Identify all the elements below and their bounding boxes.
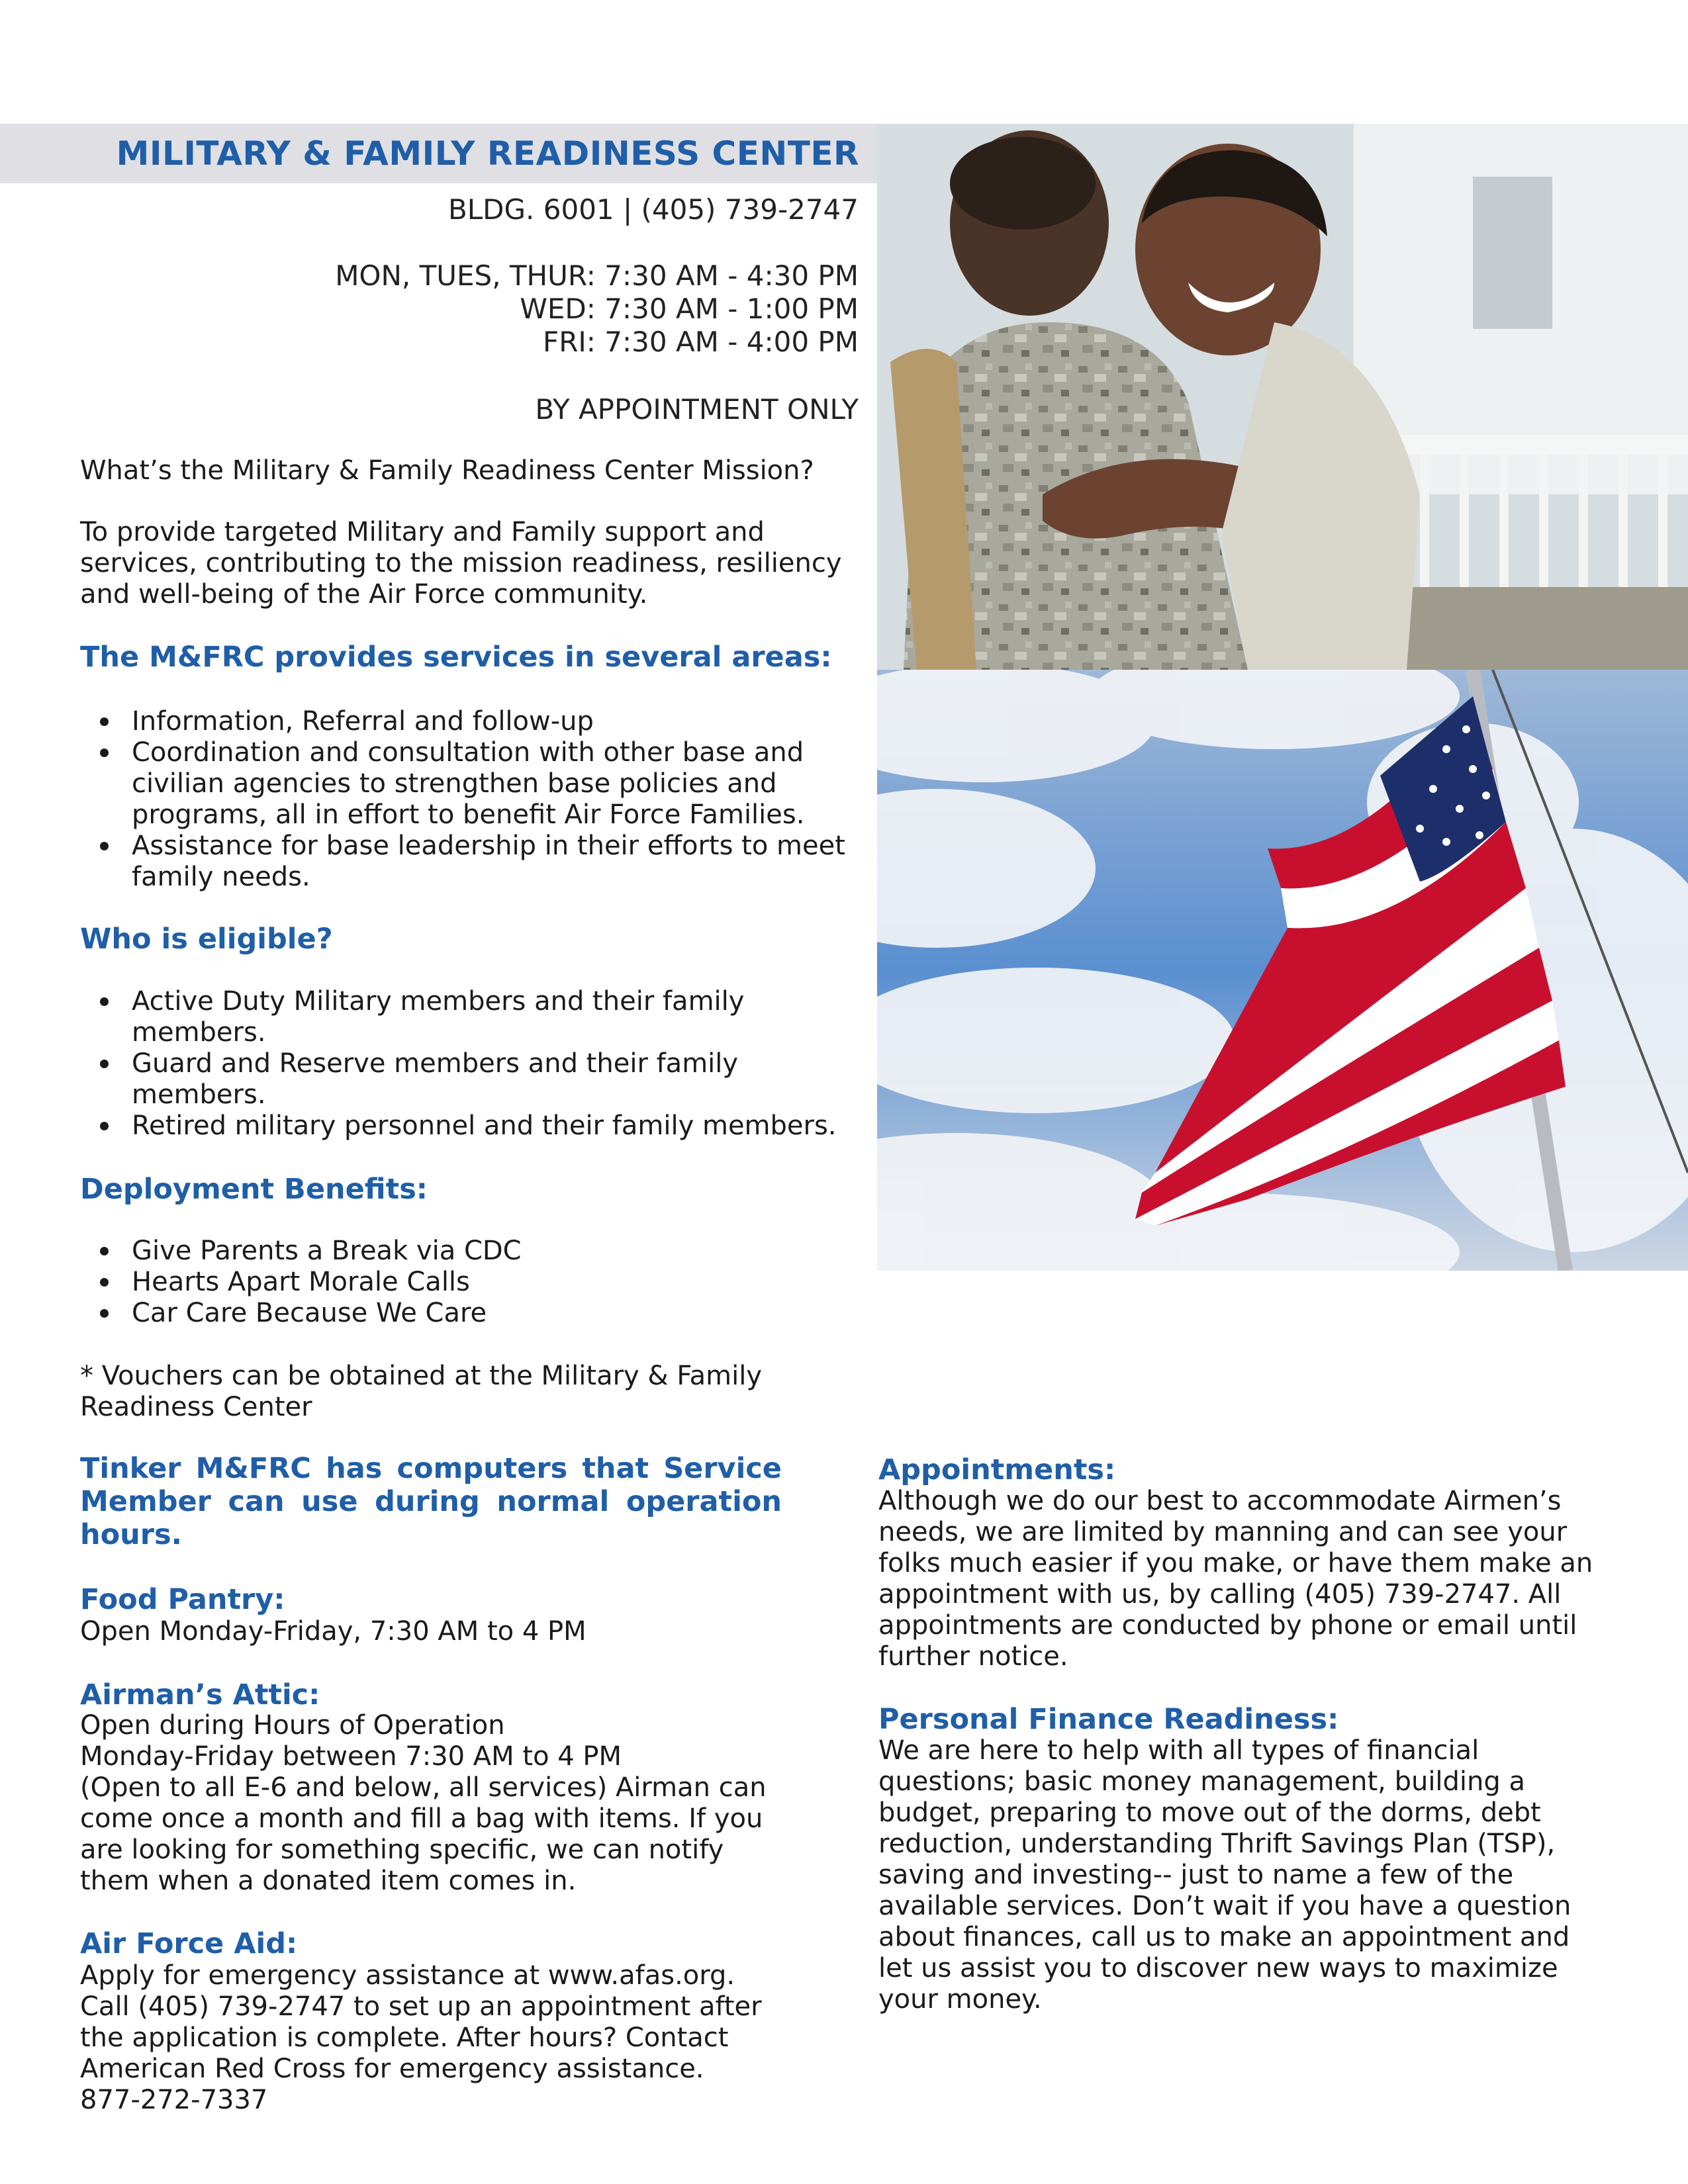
flag-photo-illustration — [877, 670, 1688, 1271]
text-line: your money. — [878, 1984, 1042, 2015]
text-line: budget, preparing to move out of the dorms, debt — [878, 1797, 1541, 1828]
list-item-text: members. — [132, 1079, 266, 1110]
text-line: them when a donated item comes in. — [80, 1866, 577, 1896]
hours-line-3: FRI: 7:30 AM - 4:00 PM — [543, 326, 859, 358]
text-line: Although we do our best to accommodate Airmen’s — [878, 1486, 1562, 1516]
finance-text — [878, 1735, 1571, 2015]
list-item-text: Retired military personnel and their family members. — [132, 1111, 837, 1141]
list-item — [80, 737, 845, 831]
word: hours. — [80, 1518, 182, 1551]
computers-line — [80, 1452, 782, 1485]
page-title: MILITARY & FAMILY READINESS CENTER — [116, 134, 859, 173]
word: can — [228, 1485, 285, 1518]
hours-line-1: MON, TUES, THUR: 7:30 AM - 4:30 PM — [335, 259, 859, 292]
word: has — [326, 1452, 383, 1485]
appointments-heading: Appointments: — [878, 1453, 1116, 1486]
computers-note — [80, 1452, 782, 1551]
hug-photo-illustration — [877, 124, 1688, 670]
voucher-note — [80, 1361, 762, 1423]
word: Tinker — [80, 1452, 181, 1485]
building-phone: BLDG. 6001 | (405) 739-2747 — [447, 193, 859, 226]
list-item-text: members. — [132, 1017, 266, 1048]
text-line: reduction, understanding Thrift Savings Plan (TSP), — [878, 1829, 1556, 1859]
text-line: Monday-Friday between 7:30 AM to 4 PM — [80, 1741, 622, 1772]
text-line: come once a month and fill a bag with items. If you — [80, 1803, 763, 1834]
word: use — [301, 1485, 358, 1518]
text-line: about finances, call us to make an appointment and — [878, 1922, 1570, 1952]
word: that — [582, 1452, 649, 1485]
list-item — [80, 1267, 522, 1298]
list-item-text: family needs. — [132, 862, 310, 892]
text-line: Open during Hours of Operation — [80, 1710, 505, 1741]
text-line: needs, we are limited by manning and can see your — [878, 1517, 1568, 1547]
text-line: American Red Cross for emergency assistance. — [80, 2054, 704, 2084]
mission-question: What’s the Military & Family Readiness Center Mission? — [80, 455, 814, 486]
deployment-list — [80, 1236, 522, 1329]
food-pantry-heading: Food Pantry: — [80, 1583, 285, 1616]
word: computers — [397, 1452, 568, 1485]
airmans-attic-text — [80, 1710, 767, 1897]
list-item-text: Information, Referral and follow-up — [132, 706, 594, 737]
computers-line — [80, 1485, 782, 1518]
list-item-text: Hearts Apart Morale Calls — [132, 1267, 470, 1297]
list-item — [80, 1298, 522, 1329]
text-line: the application is complete. After hours? Contact — [80, 2023, 729, 2053]
text-line: We are here to help with all types of financial — [878, 1735, 1479, 1766]
air-force-aid-heading: Air Force Aid: — [80, 1927, 298, 1960]
deployment-heading: Deployment Benefits: — [80, 1173, 428, 1206]
computers-line — [80, 1518, 782, 1551]
list-item-text: Car Care Because We Care — [132, 1298, 487, 1328]
text-line: (Open to all E-6 and below, all services) Airman can — [80, 1772, 767, 1803]
services-list — [80, 706, 845, 893]
list-item-text: Active Duty Military members and their family — [132, 986, 745, 1017]
mission-line: To provide targeted Military and Family support and — [80, 517, 765, 547]
text-line: Call (405) 739-2747 to set up an appointment after — [80, 1991, 762, 2022]
list-item-text: Assistance for base leadership in their efforts to meet — [132, 831, 845, 861]
list-item — [80, 831, 845, 893]
eligibility-heading: Who is eligible? — [80, 923, 333, 956]
word: normal — [496, 1485, 610, 1518]
photo-soldier-hugging-child — [877, 124, 1688, 670]
appointments-text — [878, 1486, 1593, 1672]
word: Service — [663, 1452, 782, 1485]
food-pantry-hours: Open Monday-Friday, 7:30 AM to 4 PM — [80, 1616, 586, 1647]
appointment-only-note: BY APPOINTMENT ONLY — [535, 393, 859, 426]
list-item-text: Guard and Reserve members and their family — [132, 1048, 739, 1079]
eligibility-list — [80, 986, 837, 1142]
mission-statement — [80, 517, 842, 610]
mission-line: and well-being of the Air Force community. — [80, 579, 648, 610]
list-item — [80, 1111, 837, 1142]
word: during — [375, 1485, 480, 1518]
list-item-text: civilian agencies to strengthen base policies and — [132, 768, 777, 799]
text-line: appointment with us, by calling (405) 739-2747. All — [878, 1579, 1562, 1610]
text-line: let us assist you to discover new ways to maximize — [878, 1953, 1558, 1983]
list-item-text: Coordination and consultation with other base and — [132, 737, 804, 768]
word: Member — [80, 1485, 211, 1518]
text-line: 877-272-7337 — [80, 2085, 268, 2115]
text-line: folks much easier if you make, or have them make an — [878, 1548, 1593, 1578]
voucher-line: * Vouchers can be obtained at the Military & Family — [80, 1361, 763, 1391]
airmans-attic-heading: Airman’s Attic: — [80, 1678, 320, 1711]
list-item — [80, 986, 837, 1048]
list-item-text: programs, all in effort to benefit Air Force Families. — [132, 799, 805, 830]
word: operation — [626, 1485, 782, 1518]
voucher-line: Readiness Center — [80, 1392, 312, 1422]
text-line: Apply for emergency assistance at www.afas.org. — [80, 1960, 735, 1991]
mission-line: services, contributing to the mission readiness, resiliency — [80, 548, 842, 578]
finance-heading: Personal Finance Readiness: — [878, 1703, 1339, 1736]
text-line: available services. Don’t wait if you have a question — [878, 1891, 1571, 1921]
text-line: are looking for something specific, we can notify — [80, 1835, 724, 1865]
list-item — [80, 706, 845, 737]
text-line: further notice. — [878, 1641, 1068, 1672]
list-item-text: Give Parents a Break via CDC — [132, 1236, 522, 1266]
word: M&FRC — [195, 1452, 311, 1485]
services-heading: The M&FRC provides services in several areas: — [80, 641, 832, 674]
photo-american-flag-sky — [877, 670, 1688, 1271]
text-line: appointments are conducted by phone or email until — [878, 1610, 1577, 1641]
text-line: questions; basic money management, building a — [878, 1766, 1526, 1797]
list-item — [80, 1048, 837, 1111]
list-item — [80, 1236, 522, 1267]
air-force-aid-text — [80, 1960, 762, 2116]
hours-line-2: WED: 7:30 AM - 1:00 PM — [520, 293, 859, 325]
text-line: saving and investing-- just to name a few of the — [878, 1860, 1514, 1890]
